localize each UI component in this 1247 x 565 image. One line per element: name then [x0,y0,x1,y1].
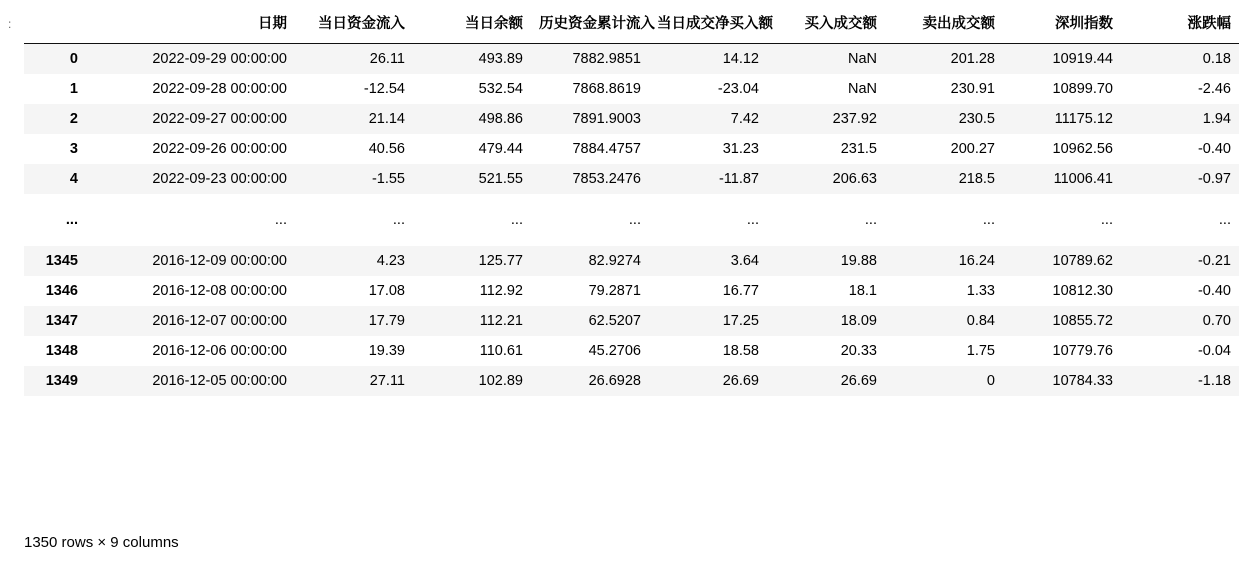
row-index: 3 [69,141,78,157]
cell-date: 2016-12-06 00:00:00 [152,343,287,359]
cell-buy-turnover: 237.92 [832,111,877,127]
table-row [24,74,1239,104]
cell-shenzhen-index: 10812.30 [1052,283,1113,299]
column-header-inflow-today: 当日资金流入 [295,8,413,44]
column-header-shenzhen-index: 深圳指数 [1003,8,1121,44]
cell-change-pct: -0.40 [1197,283,1231,299]
cell-net-buy-today: 18.58 [722,343,759,359]
cell-inflow-today: 4.23 [376,253,405,269]
cell-date: 2016-12-07 00:00:00 [152,313,287,329]
cell-sell-turnover: 1.75 [966,343,995,359]
cell-date: 2016-12-08 00:00:00 [152,283,287,299]
cell-net-buy-today: 14.12 [722,51,759,67]
row-index: 0 [69,51,78,67]
column-header-net-buy-today: 当日成交净买入额 [649,8,767,44]
row-index: 1345 [45,253,78,269]
cell-shenzhen-index: 10899.70 [1052,81,1113,97]
cell-change-pct: 1.94 [1202,111,1231,127]
dataframe-container [24,8,1239,396]
cell-balance-today: 110.61 [479,343,523,359]
row-index: 1349 [45,373,78,389]
cell-net-buy-today: 31.23 [722,141,759,157]
table-row [24,134,1239,164]
table-row [24,104,1239,134]
cell-net-buy-today: 3.64 [730,253,759,269]
table-row [24,164,1239,194]
cell-shenzhen-index: 11006.41 [1053,171,1113,187]
output-prompt: : [8,17,12,31]
cell-shenzhen-index: 10789.62 [1052,253,1113,269]
cell-cumulative-inflow: 79.2871 [588,283,641,299]
cell-change-pct: 0.70 [1202,313,1231,329]
cell-balance-today: 493.89 [478,51,523,67]
column-header-balance-today: 当日余额 [413,8,531,44]
cell-inflow-today: 26.11 [369,51,405,67]
table-row [24,246,1239,276]
cell-net-buy-today: 17.25 [722,313,759,329]
row-index: 2 [69,111,78,127]
table-row [24,44,1239,75]
table-row-ellipsis [24,194,1239,246]
column-header-buy-turnover: 买入成交额 [767,8,885,44]
row-index: 1348 [45,343,78,359]
cell-balance-today: 102.89 [478,373,523,389]
cell-date: 2022-09-26 00:00:00 [152,141,287,157]
cell-balance-today: 112.21 [479,313,523,329]
cell-buy-turnover: 231.5 [840,141,877,157]
cell-cumulative-inflow: 7853.2476 [572,171,641,187]
table-row [24,306,1239,336]
cell-shenzhen-index: 10779.76 [1052,343,1113,359]
cell-balance-today: 112.92 [479,283,523,299]
cell-balance-today: 479.44 [478,141,523,157]
cell-buy-turnover: 18.1 [848,283,877,299]
cell-cumulative-inflow: 7868.8619 [572,81,641,97]
cell-cumulative-inflow: 82.9274 [588,253,641,269]
cell-shenzhen-index: 10919.44 [1052,51,1113,67]
row-index: ... [65,212,78,228]
cell-inflow-today: -1.55 [371,171,405,187]
cell-cumulative-inflow: 62.5207 [588,313,641,329]
dataframe-table [24,8,1239,396]
column-header-index [24,8,90,44]
cell-net-buy-today: 26.69 [722,373,759,389]
row-index: 1347 [45,313,78,329]
cell-inflow-today: 17.79 [368,313,405,329]
header-row [24,8,1239,44]
cell-date: 2016-12-09 00:00:00 [152,253,287,269]
cell-cumulative-inflow: 45.2706 [588,343,641,359]
cell-net-buy-today: -11.87 [718,171,759,187]
cell-inflow-today: 21.14 [368,111,405,127]
cell-balance-today: 125.77 [478,253,523,269]
cell-shenzhen-index: ... [1100,212,1113,228]
cell-inflow-today: 27.11 [369,373,405,389]
table-row [24,276,1239,306]
cell-buy-turnover: ... [864,212,877,228]
cell-sell-turnover: 230.5 [958,111,995,127]
cell-shenzhen-index: 10855.72 [1052,313,1113,329]
cell-change-pct: -0.21 [1197,253,1231,269]
cell-buy-turnover: 18.09 [840,313,877,329]
table-body [24,44,1239,397]
cell-buy-turnover: 19.88 [840,253,877,269]
table-header [24,8,1239,44]
column-header-change-pct: 涨跌幅 [1121,8,1239,44]
cell-cumulative-inflow: 7882.9851 [572,51,641,67]
cell-change-pct: -0.04 [1197,343,1231,359]
column-header-date: 日期 [90,8,295,44]
row-index: 1 [69,81,78,97]
cell-date: 2022-09-29 00:00:00 [152,51,287,67]
row-index: 1346 [45,283,78,299]
cell-inflow-today: ... [392,212,405,228]
cell-change-pct: -0.40 [1197,141,1231,157]
cell-buy-turnover: 26.69 [840,373,877,389]
cell-inflow-today: 19.39 [368,343,405,359]
cell-sell-turnover: 0 [986,373,995,389]
cell-date: 2022-09-28 00:00:00 [152,81,287,97]
cell-date: ... [274,212,287,228]
dataframe-shape-note: 1350 rows × 9 columns [24,534,179,551]
column-header-sell-turnover: 卖出成交额 [885,8,1003,44]
cell-cumulative-inflow: 26.6928 [588,373,641,389]
cell-sell-turnover: 1.33 [966,283,995,299]
column-header-cumulative-inflow: 历史资金累计流入 [531,8,649,44]
cell-change-pct: -0.97 [1197,171,1231,187]
cell-buy-turnover: NaN [847,81,877,97]
cell-balance-today: 498.86 [478,111,523,127]
cell-buy-turnover: NaN [847,51,877,67]
cell-sell-turnover: 230.91 [950,81,995,97]
cell-shenzhen-index: 10962.56 [1052,141,1113,157]
table-row [24,336,1239,366]
cell-date: 2022-09-23 00:00:00 [152,171,287,187]
cell-sell-turnover: 16.24 [958,253,995,269]
cell-sell-turnover: 218.5 [958,171,995,187]
cell-change-pct: 0.18 [1202,51,1231,67]
cell-net-buy-today: ... [746,212,759,228]
cell-change-pct: -2.46 [1197,81,1231,97]
cell-net-buy-today: 16.77 [722,283,759,299]
cell-balance-today: 521.55 [478,171,523,187]
cell-change-pct: -1.18 [1197,373,1231,389]
row-index: 4 [69,171,78,187]
cell-balance-today: ... [510,212,523,228]
cell-inflow-today: 40.56 [368,141,405,157]
cell-cumulative-inflow: 7884.4757 [572,141,641,157]
cell-sell-turnover: 0.84 [966,313,995,329]
cell-date: 2016-12-05 00:00:00 [152,373,287,389]
cell-sell-turnover: ... [982,212,995,228]
cell-buy-turnover: 206.63 [832,171,877,187]
cell-inflow-today: -12.54 [363,81,405,97]
cell-sell-turnover: 200.27 [950,141,995,157]
cell-inflow-today: 17.08 [368,283,405,299]
cell-buy-turnover: 20.33 [840,343,877,359]
cell-net-buy-today: 7.42 [730,111,759,127]
cell-cumulative-inflow: ... [628,212,641,228]
table-row [24,366,1239,396]
cell-date: 2022-09-27 00:00:00 [152,111,287,127]
cell-change-pct: ... [1218,212,1231,228]
cell-net-buy-today: -23.04 [717,81,759,97]
cell-shenzhen-index: 10784.33 [1052,373,1113,389]
cell-cumulative-inflow: 7891.9003 [572,111,641,127]
cell-shenzhen-index: 11175.12 [1054,111,1113,127]
cell-sell-turnover: 201.28 [950,51,995,67]
cell-balance-today: 532.54 [478,81,523,97]
